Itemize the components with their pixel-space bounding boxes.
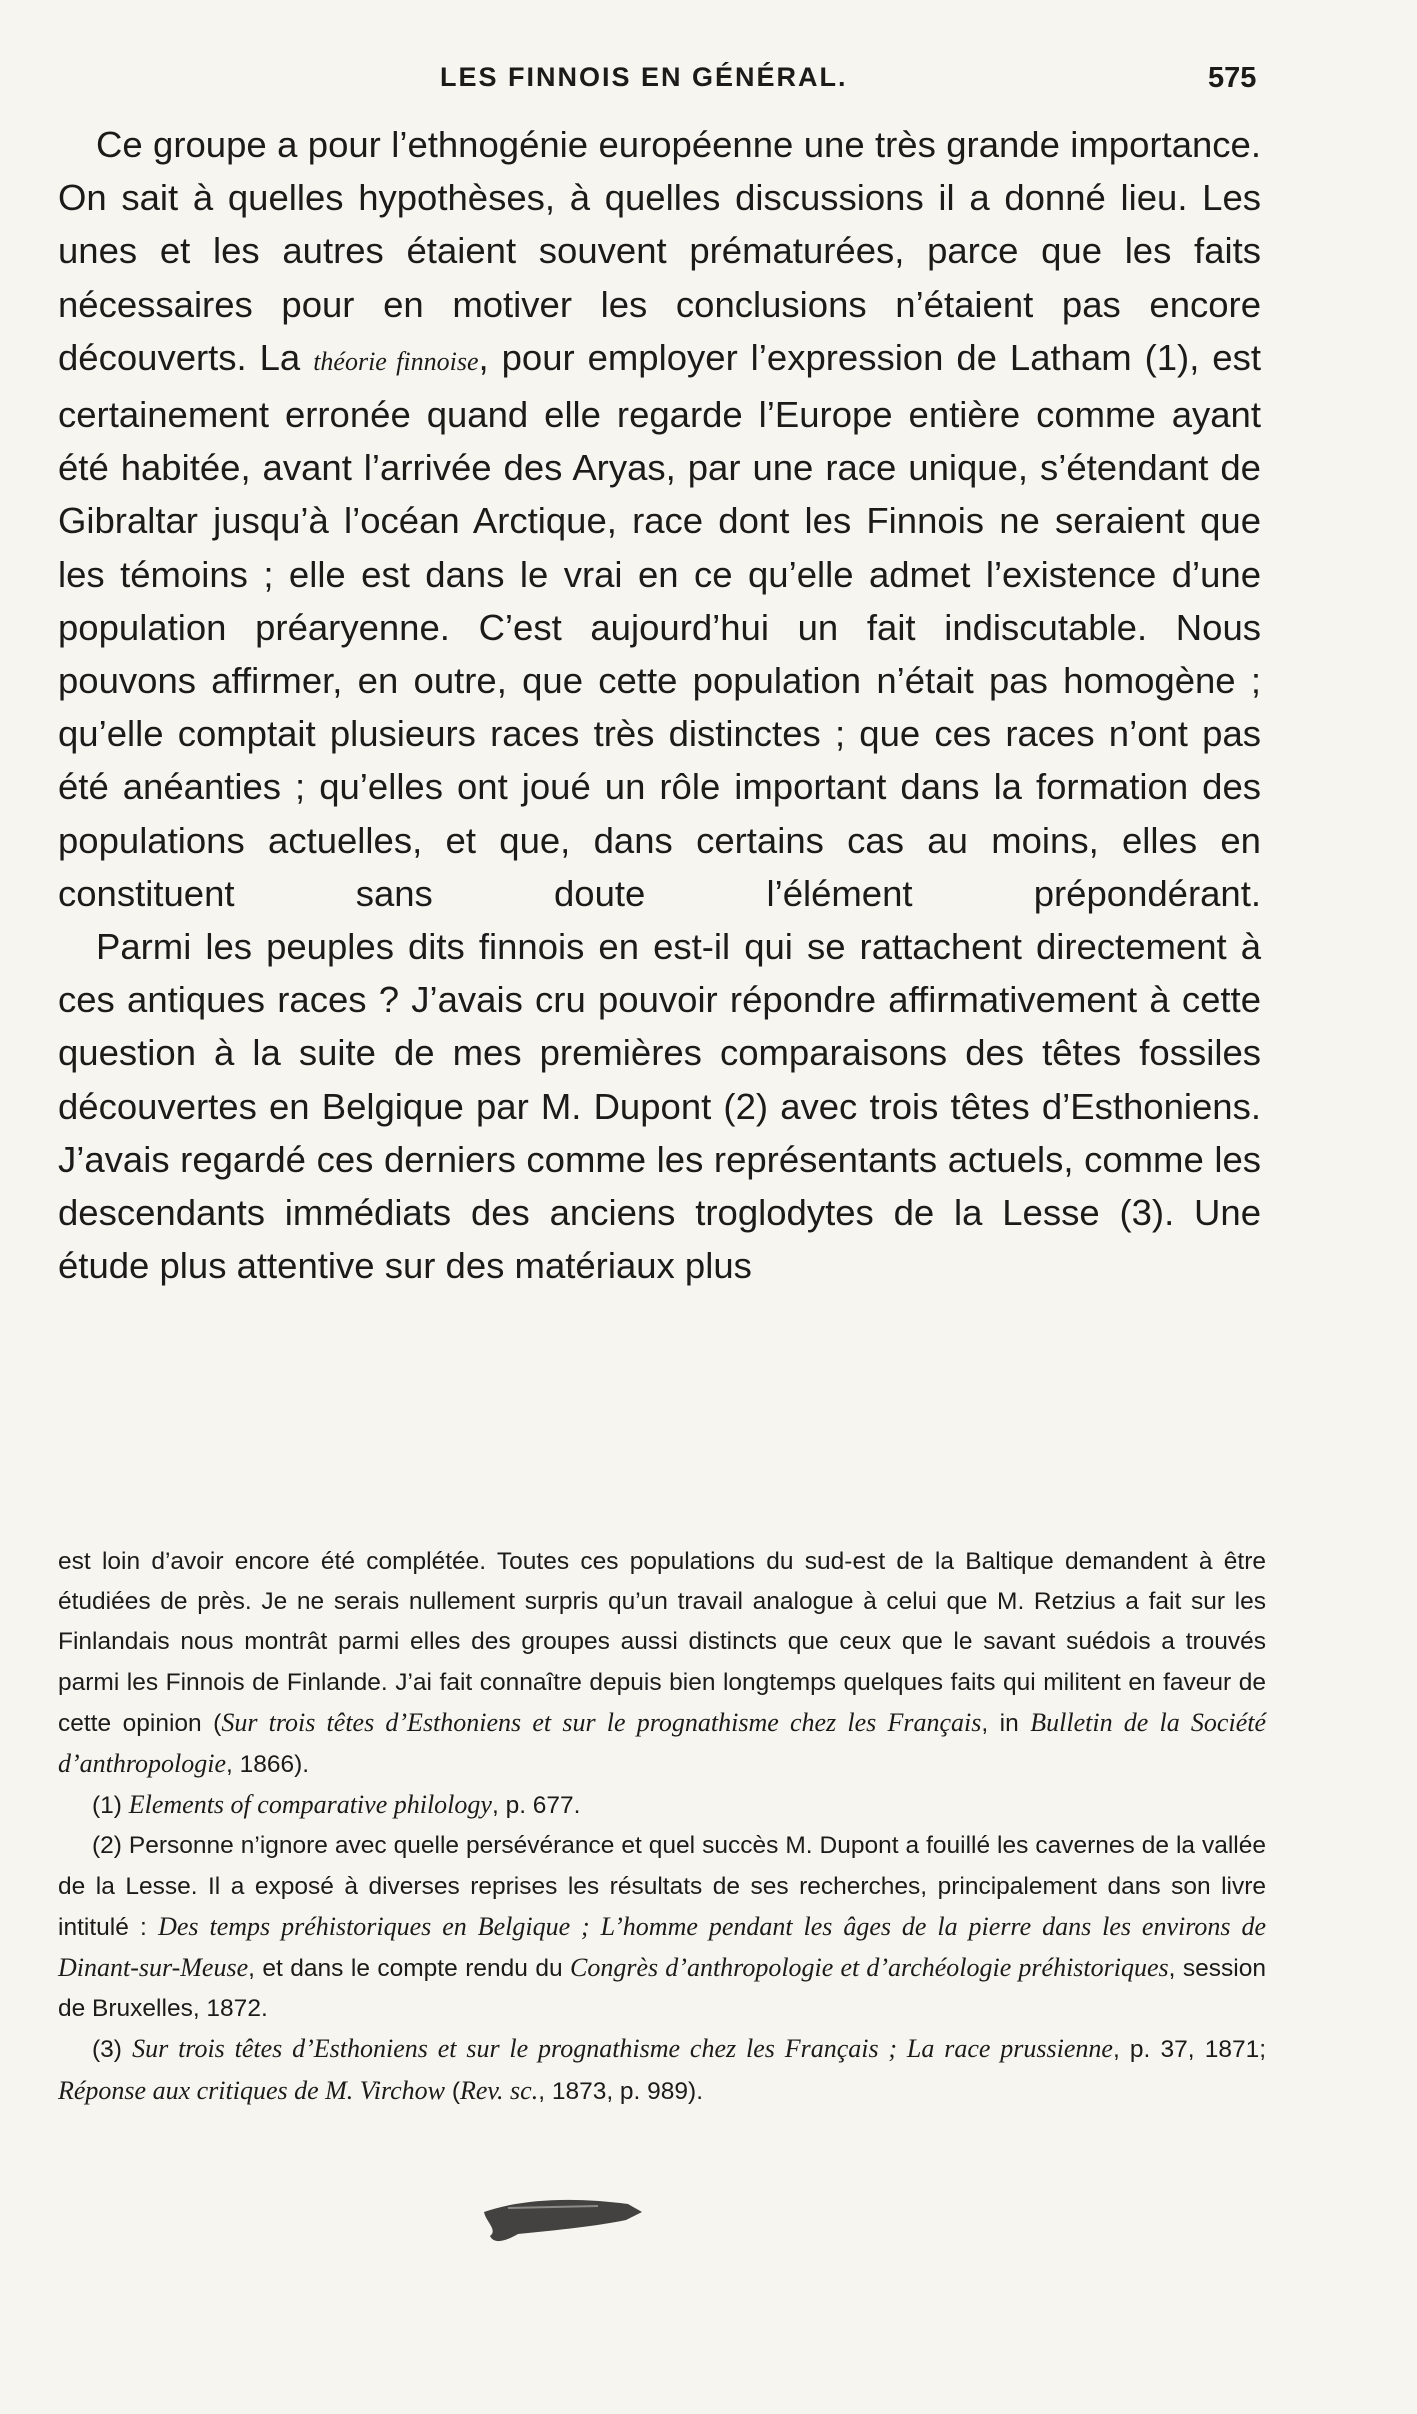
footnote-2-text-b: , et dans le compte rendu du <box>248 1955 571 1983</box>
paragraph-2: Parmi les peuples dits finnois en est-il qui se rattachent directement à ces antiques races ? J’avais cru pouvoir répondre affirmativement à cette question à la suite de mes premières comparaisons des têtes fossiles découvertes en Belgique par M. Dupont (2) avec trois têtes d’Esthoniens. J’avais regardé ces derniers comme les représentants actuels, comme les descendants immédiats des anciens troglodytes de la Lesse (3). Une étude plus attentive sur des matériaux plus <box>58 926 1261 1287</box>
paragraph-1-text-b: , pour employer l’expression de Latham (1), est certainement erronée quand elle regarde l’Europe entière comme ayant été habitée, avant l’arrivée des Aryas, par une race unique, s’étendant de Gibraltar jusqu’à l’océan Arctique, race dont les Finnois ne seraient que les témoins ; elle est dans le vrai en ce qu’elle admet l’existence d’une population préaryenne. C’est aujourd’hui un fait indiscutable. Nous pouvons affirmer, en outre, que cette population n’était pas homogène ; qu’elle comptait plusieurs races très distinctes ; que ces races n’ont pas été anéanties ; qu’elles ont joué un rôle important dans la formation des populations actuelles, et que, dans certains cas au moins, elles en constituent sans doute l’élément prépondérant. <box>58 336 1261 914</box>
footnote-continued-text-a: est loin d’avoir encore été complétée. Toutes ces populations du sud-est de la Baltique demandent à être étudiées de près. Je ne serais nullement surpris qu’un travail analogue à celui que M. Retzius a fait sur les Finlandais nous montrât parmi elles des groupes aussi distincts que ceux que le savant suédois a trouvés parmi les Finnois de Finlande. J’ai fait connaître depuis bien longtemps quelques faits qui militent en faveur de cette opinion ( <box>58 1548 1266 1737</box>
main-text <box>58 118 1261 1292</box>
paragraph-1-text-a: Ce groupe a pour l’ethnogénie européenne une très grande importance. On sait à quelles hypothèses, à quelles discussions il a donné lieu. Les unes et les autres étaient souvent prématurées, parce que les faits nécessaires pour en motiver les conclusions n’étaient pas encore découverts. La <box>58 124 1261 378</box>
footnote-continued <box>58 1542 1266 1785</box>
footnote-2 <box>58 1826 1266 2029</box>
page-number: 575 <box>1208 62 1257 94</box>
footnote-1-text: , p. 677. <box>491 1792 581 1820</box>
footnote-continued-journal: Bulletin de la Société d’anthropologie <box>58 1707 1267 1779</box>
paragraph-1 <box>58 118 1261 920</box>
footnote-1-marker: (1) <box>92 1792 129 1820</box>
running-title: LES FINNOIS EN GÉNÉRAL. <box>440 62 848 92</box>
footnote-3-text-a: , p. 37, 1871; <box>1112 2036 1267 2064</box>
footnote-1-title: Elements of comparative philology <box>128 1790 492 1820</box>
footnote-continued-text-b: , in <box>981 1709 1031 1737</box>
footnote-continued-title: Sur trois têtes d’Esthoniens et sur le prognathisme chez les Français <box>221 1707 982 1737</box>
footnote-2-congress: Congrès d’anthropologie et d’archéologie préhistoriques <box>570 1953 1169 1983</box>
footnote-continued-text-c: , 1866). <box>226 1751 310 1779</box>
footnote-1 <box>58 1785 1266 1826</box>
footnote-3-journal: Rev. sc. <box>460 2075 539 2105</box>
italic-term-theorie-finnoise: théorie finnoise <box>313 346 479 376</box>
footnote-2-title: Des temps préhistoriques en Belgique ; L’homme pendant les âges de la pierre dans les environs de Dinant-sur-Meuse <box>58 1911 1266 1983</box>
footnote-2-text-a: (2) Personne n’ignore avec quelle persévérance et quel succès M. Dupont a fouillé les cavernes de la vallée de la Lesse. Il a exposé à diverses reprises les résultats de ses recherches, principalement dans son livre intitulé : <box>58 1832 1266 1941</box>
ink-smudge <box>478 2186 648 2250</box>
footnotes <box>58 1542 1266 2112</box>
footnote-3-reply: Réponse aux critiques de M. Virchow <box>58 2075 446 2105</box>
footnote-3-text-b: ( <box>445 2077 460 2105</box>
footnote-2-text-c: , session de Bruxelles, 1872. <box>58 1955 1266 2023</box>
footnote-3-marker: (3) <box>92 2036 133 2064</box>
footnote-3 <box>58 2029 1266 2111</box>
footnote-3-text-c: , 1873, p. 989). <box>538 2077 704 2105</box>
footnote-3-title: Sur trois têtes d’Esthoniens et sur le prognathisme chez les Français ; La race prussienne <box>132 2034 1113 2064</box>
